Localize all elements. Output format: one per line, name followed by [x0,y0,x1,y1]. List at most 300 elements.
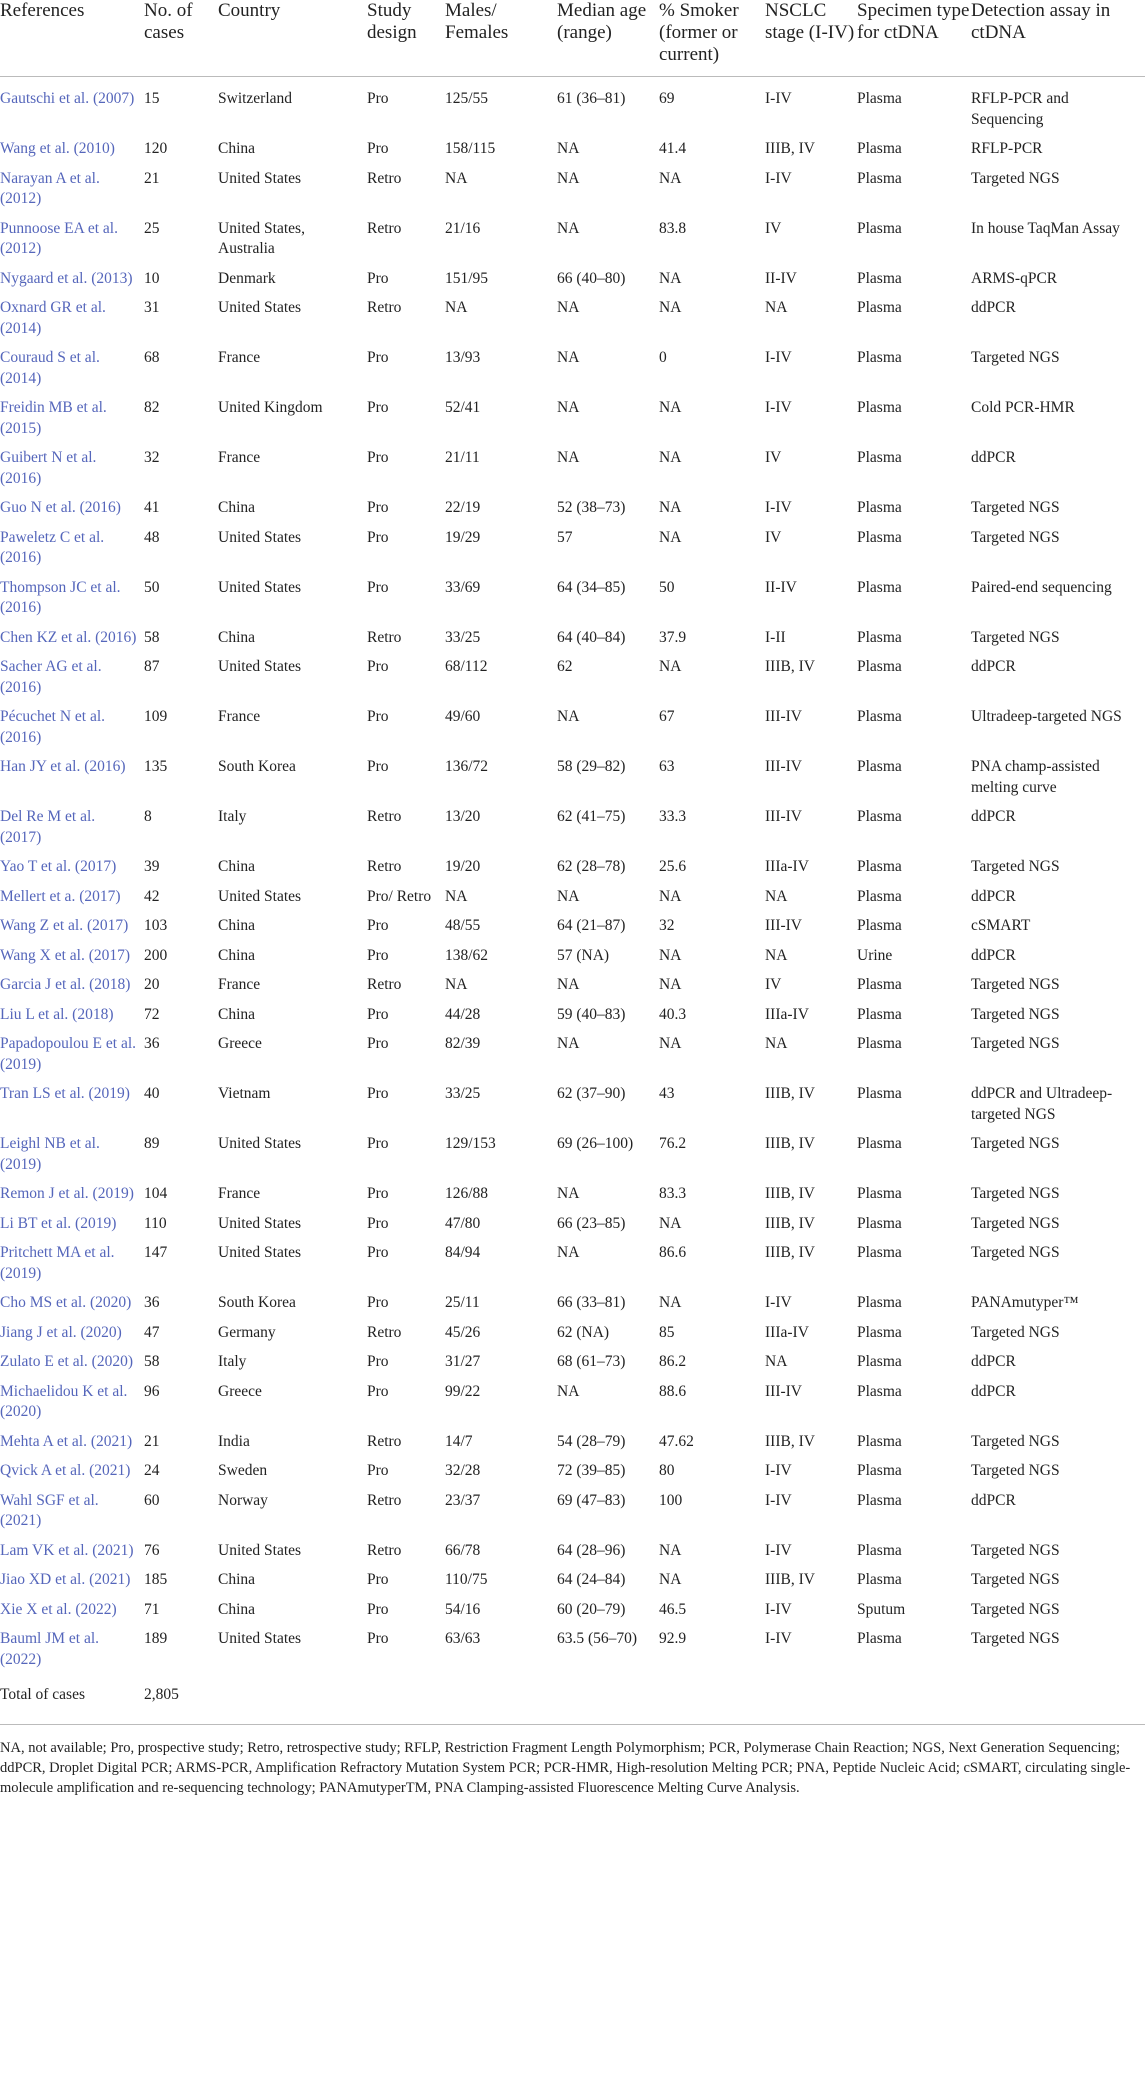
table-cell: Targeted NGS [971,858,1060,875]
header-row [0,0,1145,77]
table-cell: 66 (33–81) [557,1294,626,1311]
table-cell: Targeted NGS [971,169,1060,187]
table-cell: Plasma [857,758,902,775]
table-cell: 110 [144,1214,167,1232]
table-body [0,77,1145,1724]
table-cell: Pro [367,140,389,157]
table-row [0,807,1145,857]
table-cell: 33/69 [445,578,481,596]
table-cell: Targeted NGS [971,1571,1060,1588]
table-cell: 21/11 [445,449,480,466]
table-row [0,1352,1145,1382]
table-row [0,1432,1145,1462]
table-cell: Pro [367,708,389,725]
table-cell: 185 [144,1571,168,1588]
table-cell: NA [659,499,682,516]
reference-link[interactable]: Lam VK et al. (2021) [0,1541,134,1559]
table-row [0,139,1145,169]
table-cell: 129/153 [445,1135,496,1152]
table-cell: United States [218,169,302,187]
table-cell: Targeted NGS [971,1600,1060,1618]
table-cell: I-IV [765,1600,792,1618]
table-cell: NA [659,658,682,675]
reference-link[interactable]: Bauml JM et al. (2022) [0,1630,100,1668]
table-cell: Pro [367,946,389,964]
total-label: Total of cases [0,1686,85,1703]
table-cell: 86.2 [659,1353,687,1370]
reference-link[interactable]: Li BT et al. (2019) [0,1214,117,1232]
table-cell: Pro [367,449,389,466]
table-cell: Pro [367,917,389,934]
table-cell: Retro [367,219,402,237]
table-cell: 68 (61–73) [557,1353,626,1370]
table-cell: 83.8 [659,219,687,237]
table-row [0,1134,1145,1184]
table-cell: 45/26 [445,1323,481,1341]
table-cell: IIIB, IV [765,140,815,157]
table-cell: Plasma [857,1005,902,1023]
table-cell: NA [765,299,788,316]
table-cell: 63 [659,758,675,775]
table-cell: Pro [367,528,389,546]
table-cell: Targeted NGS [971,1323,1060,1341]
table-cell: 50 [659,578,675,596]
table-cell: 62 (41–75) [557,808,626,825]
table-cell: United States [218,1244,302,1261]
column-header: Males/ Females [445,0,509,43]
table-cell: II-IV [765,578,797,596]
table-cell: 109 [144,708,168,725]
table-cell: Plasma [857,449,902,466]
table-cell: 96 [144,1382,160,1400]
table-cell: 76 [144,1541,160,1559]
table-cell: Pro [367,1135,389,1152]
table-cell: United States [218,299,302,316]
table-cell: ddPCR [971,887,1016,905]
table-cell: Pro [367,1630,389,1647]
reference-link[interactable]: Zulato E et al. (2020) [0,1353,133,1370]
reference-link[interactable]: Nygaard et al. (2013) [0,269,133,287]
table-cell: Plasma [857,1571,902,1588]
table-cell: Greece [218,1382,262,1400]
reference-link[interactable]: Cho MS et al. (2020) [0,1294,132,1311]
table-row [0,707,1145,757]
table-cell: NA [557,349,580,366]
table-cell: Pro [367,1294,389,1311]
table-cell: Retro [367,858,402,875]
reference-link[interactable]: Narayan A et al. (2012) [0,169,100,207]
reference-link[interactable]: Papadopoulou E et al. (2019) [0,1035,137,1073]
table-cell: 47/80 [445,1214,481,1232]
reference-link[interactable]: Sacher AG et al. (2016) [0,658,102,696]
table-cell: 36 [144,1294,160,1311]
table-cell: NA [557,219,580,237]
table-cell: 37.9 [659,628,687,646]
reference-link[interactable]: Han JY et al. (2016) [0,758,126,775]
table-cell: Retro [367,1541,402,1559]
table-cell: United States [218,1541,302,1559]
reference-link[interactable]: Oxnard GR et al. (2014) [0,299,106,337]
reference-link[interactable]: Xie X et al. (2022) [0,1600,117,1618]
table-row [0,1293,1145,1323]
table-cell: I-IV [765,1541,792,1559]
reference-link[interactable]: Couraud S et al. (2014) [0,349,100,387]
table-cell: Plasma [857,1135,902,1152]
table-cell: Pro [367,1085,389,1102]
table-cell: 126/88 [445,1185,489,1202]
table-cell: NA [765,1353,788,1370]
table-cell: Plasma [857,976,902,993]
table-cell: India [218,1432,250,1450]
table-cell: Pro [367,1035,389,1052]
table-cell: Greece [218,1035,262,1052]
table-cell: 87 [144,658,160,675]
reference-link[interactable]: Chen KZ et al. (2016) [0,628,137,646]
table-cell: 25 [144,219,160,237]
table-cell: Retro [367,1432,402,1450]
table-cell: 69 (47–83) [557,1491,626,1509]
table-row [0,1570,1145,1600]
table-cell: 68/112 [445,658,488,675]
table-cell: NA [445,887,468,905]
reference-link[interactable]: Guo N et al. (2016) [0,499,121,516]
table-cell: Pro [367,1185,389,1202]
table-cell: PNA champ-assisted melting curve [971,758,1100,796]
reference-link[interactable]: Leighl NB et al. (2019) [0,1135,100,1173]
table-cell: NA [659,946,682,964]
reference-link[interactable]: Qvick A et al. (2021) [0,1462,131,1479]
table-cell: United States [218,1214,302,1232]
table-cell: IIIB, IV [765,1214,815,1232]
table-cell: RFLP-PCR and Sequencing [971,90,1069,128]
table-cell: IIIB, IV [765,1185,815,1202]
table-cell: I-IV [765,349,792,366]
reference-link[interactable]: Tran LS et al. (2019) [0,1085,130,1102]
table-cell: Plasma [857,1323,902,1341]
table-cell: III-IV [765,1382,803,1400]
table-cell: 10 [144,269,160,287]
table-cell: 33/25 [445,628,481,646]
table-cell: Plasma [857,1541,902,1559]
table-cell: 24 [144,1462,160,1479]
table-cell: IIIa-IV [765,858,809,875]
table-cell: 85 [659,1323,675,1341]
table-cell: Retro [367,628,402,646]
table-cell: Pro [367,90,389,107]
reference-link[interactable]: Wang X et al. (2017) [0,946,131,964]
table-cell: Vietnam [218,1085,271,1102]
table-row [0,219,1145,269]
table-cell: 40.3 [659,1005,687,1023]
table-cell: 62 (NA) [557,1323,610,1341]
reference-link[interactable]: Remon J et al. (2019) [0,1185,134,1202]
table-cell: NA [557,140,580,157]
table-cell: 66 (23–85) [557,1214,626,1232]
table-cell: 64 (24–84) [557,1571,626,1588]
table-cell: Retro [367,169,402,187]
table-cell: 23/37 [445,1491,481,1509]
table-cell: IIIB, IV [765,1244,815,1261]
table-cell: Pro [367,399,389,416]
table-cell: Targeted NGS [971,1185,1060,1202]
table-cell: Plasma [857,1035,902,1052]
table-cell: Pro [367,1005,389,1023]
table-cell: 33.3 [659,808,687,825]
table-cell: RFLP-PCR [971,140,1043,157]
table-cell: 62 [557,658,573,675]
total-value: 2,805 [144,1686,179,1703]
reference-link[interactable]: Wang Z et al. (2017) [0,917,129,934]
table-cell: NA [659,1214,682,1232]
reference-link[interactable]: Pritchett MA et al. (2019) [0,1244,115,1282]
column-header: Specimen type for ctDNA [857,0,970,43]
table-row [0,975,1145,1005]
table-cell: 88.6 [659,1382,687,1400]
table-cell: Targeted NGS [971,628,1060,646]
total-row [0,1679,1145,1724]
table-cell: Plasma [857,269,902,287]
table-cell: 58 [144,1353,160,1370]
table-cell: South Korea [218,1294,296,1311]
table-row [0,398,1145,448]
table-cell: NA [557,449,580,466]
table-cell: Pro [367,1382,389,1400]
table-cell: I-IV [765,1462,792,1479]
footnote: NA, not available; Pro, prospective study; Retro, retrospective study; RFLP, Restriction Fragment Length Polymorphism; PCR, Polymerase Chain Reaction; NGS, Next Generation Sequencing; ddPCR, Droplet Digital PCR; ARMS-PCR, Amplification Refractory Mutation System PCR; PCR-HMR, High-resolution Melting PCR; PNA, Peptide Nucleic Acid; cSMART, circulating single-molecule amplification and re-sequencing technology; PANAmutyperTM, PNA Clamping-assisted Fluorescence Melting Curve Analysis. [0,1739,1131,1796]
table-cell: Plasma [857,1462,902,1479]
table-cell: NA [659,887,682,905]
table-cell: Sputum [857,1600,906,1618]
table-cell: 71 [144,1600,160,1618]
table-cell: Plasma [857,140,902,157]
table-cell: Plasma [857,708,902,725]
table-cell: NA [765,887,788,905]
table-cell: NA [659,1294,682,1311]
table-cell: 47 [144,1323,160,1341]
reference-link[interactable]: Paweletz C et al. (2016) [0,528,105,566]
table-cell: IV [765,976,782,993]
reference-link[interactable]: Mellert et a. (2017) [0,887,121,905]
table-cell: ddPCR [971,1382,1016,1400]
table-cell: 138/62 [445,946,489,964]
table-cell: Targeted NGS [971,1214,1060,1232]
column-header: NSCLC stage (I-IV) [765,0,855,43]
table-cell: II-IV [765,269,797,287]
table-cell: NA [557,976,580,993]
table-row [0,857,1145,887]
reference-link[interactable]: Mehta A et al. (2021) [0,1432,133,1450]
table-cell: 43 [659,1085,675,1102]
table-row [0,757,1145,807]
table-row [0,1034,1145,1084]
table-cell: III-IV [765,808,803,825]
table-cell: France [218,349,261,366]
table-cell: Plasma [857,887,902,905]
table-cell: IV [765,528,782,546]
table-cell: 20 [144,976,160,993]
table-cell: NA [659,528,682,546]
reference-link[interactable]: Yao T et al. (2017) [0,858,117,875]
table-row [0,528,1145,578]
reference-link[interactable]: Freidin MB et al. (2015) [0,399,107,437]
table-cell: 41.4 [659,140,687,157]
reference-link[interactable]: Guibert N et al. (2016) [0,449,97,487]
table-cell: Pro/ Retro [367,887,432,905]
reference-link[interactable]: Jiao XD et al. (2021) [0,1571,131,1588]
table-row [0,1214,1145,1244]
table-cell: Plasma [857,1185,902,1202]
table-cell: China [218,499,256,516]
table-cell: 110/75 [445,1571,488,1588]
table-cell: 84/94 [445,1244,481,1261]
table-cell: 189 [144,1630,168,1647]
table-cell: NA [659,976,682,993]
table-row [0,1491,1145,1541]
column-header: Detection assay in ctDNA [971,0,1111,43]
table-cell: IV [765,449,782,466]
table-row [0,657,1145,707]
table-row [0,498,1145,528]
table-cell: 60 [144,1491,160,1509]
table-cell: NA [659,399,682,416]
table-cell: 52 (38–73) [557,499,626,516]
table-cell: 83.3 [659,1185,687,1202]
table-cell: Targeted NGS [971,976,1060,993]
table-cell: China [218,946,256,964]
table-cell: Plasma [857,1382,902,1400]
table-cell: Plasma [857,808,902,825]
table-cell: 63.5 (56–70) [557,1630,638,1647]
table-cell: NA [557,708,580,725]
table-cell: 66 (40–80) [557,269,626,287]
reference-link[interactable]: Wahl SGF et al. (2021) [0,1491,99,1529]
table-cell: 58 [144,628,160,646]
table-cell: Plasma [857,349,902,366]
table-cell: Sweden [218,1462,268,1479]
reference-link[interactable]: Liu L et al. (2018) [0,1005,114,1023]
table-cell: Italy [218,808,247,825]
table-cell: 58 (29–82) [557,758,626,775]
table-cell: 63/63 [445,1630,481,1647]
table-cell: IIIB, IV [765,1085,815,1102]
table-cell: Paired-end sequencing [971,578,1112,596]
table-cell: 54 (28–79) [557,1432,626,1450]
table-row [0,348,1145,398]
table-cell: NA [557,1382,580,1400]
table-cell: ddPCR [971,1491,1016,1509]
table-cell: I-IV [765,90,792,107]
table-cell: 68 [144,349,160,366]
table-cell: Plasma [857,169,902,187]
table-row [0,1184,1145,1214]
table-cell: NA [557,1185,580,1202]
table-cell: Targeted NGS [971,1541,1060,1559]
table-cell: 99/22 [445,1382,481,1400]
table-cell: NA [445,976,468,993]
reference-link[interactable]: Punnoose EA et al. (2012) [0,219,118,257]
table-cell: Pro [367,758,389,775]
table-cell: 82 [144,399,160,416]
table-cell: 33/25 [445,1085,481,1102]
table-cell: I-IV [765,499,792,516]
table-row [0,1005,1145,1035]
table-cell: 100 [659,1491,683,1509]
reference-link[interactable]: Michaelidou K et al. (2020) [0,1382,128,1420]
table-cell: Targeted NGS [971,528,1060,546]
table-cell: 76.2 [659,1135,687,1152]
table-cell: 59 (40–83) [557,1005,626,1023]
table-cell: 57 (NA) [557,946,610,964]
table-cell: 46.5 [659,1600,687,1618]
table-cell: IIIa-IV [765,1005,809,1023]
table-cell: ddPCR and Ultradeep-targeted NGS [971,1085,1113,1123]
table-row [0,1382,1145,1432]
table-cell: Plasma [857,1244,902,1261]
reference-link[interactable]: Garcia J et al. (2018) [0,976,131,993]
table-cell: NA [659,1571,682,1588]
table-row [0,887,1145,917]
table-cell: 64 (28–96) [557,1541,626,1559]
reference-link[interactable]: Thompson JC et al. (2016) [0,578,121,616]
table-cell: I-IV [765,1294,792,1311]
reference-link[interactable]: Jiang J et al. (2020) [0,1323,122,1341]
table-cell: 80 [659,1462,675,1479]
table-cell: United States [218,658,302,675]
column-header: Country [218,0,281,21]
reference-link[interactable]: Pécuchet N et al. (2016) [0,708,106,746]
table-cell: ddPCR [971,449,1016,466]
table-cell: China [218,140,256,157]
table-cell: Targeted NGS [971,1135,1060,1152]
table-cell: Targeted NGS [971,1462,1060,1479]
table-cell: 136/72 [445,758,489,775]
reference-link[interactable]: Gautschi et al. (2007) [0,90,135,107]
table-cell: Pro [367,1600,389,1618]
table-cell: 69 (26–100) [557,1135,634,1152]
table-cell: NA [765,946,788,964]
table-cell: NA [557,299,580,316]
table-cell: 103 [144,917,168,934]
table-cell: Ultradeep-targeted NGS [971,708,1122,725]
table-cell: IIIB, IV [765,1135,815,1152]
reference-link[interactable]: Del Re M et al. (2017) [0,808,96,846]
table-cell: 8 [144,808,152,825]
table-cell: Germany [218,1323,276,1341]
table-cell: IIIB, IV [765,658,815,675]
table-cell: Plasma [857,528,902,546]
reference-link[interactable]: Wang et al. (2010) [0,140,115,157]
table-cell: 15 [144,90,160,107]
table-row [0,1243,1145,1293]
table-cell: United States, Australia [218,219,305,257]
table-cell: NA [557,1244,580,1261]
column-header: No. of cases [144,0,193,43]
table-cell: 32 [659,917,675,934]
table-cell: United States [218,1135,302,1152]
table-row [0,1629,1145,1679]
table-cell: Targeted NGS [971,499,1060,516]
table-cell: Plasma [857,299,902,316]
table-cell: 62 (28–78) [557,858,626,875]
table-cell: Retro [367,299,402,316]
table-cell: Retro [367,976,402,993]
table-cell: Pro [367,1462,389,1479]
table-cell: 0 [659,349,667,366]
table-cell: NA [659,1541,682,1559]
column-header: Study design [367,0,417,43]
table-cell: 86.6 [659,1244,687,1261]
table-row [0,269,1145,299]
